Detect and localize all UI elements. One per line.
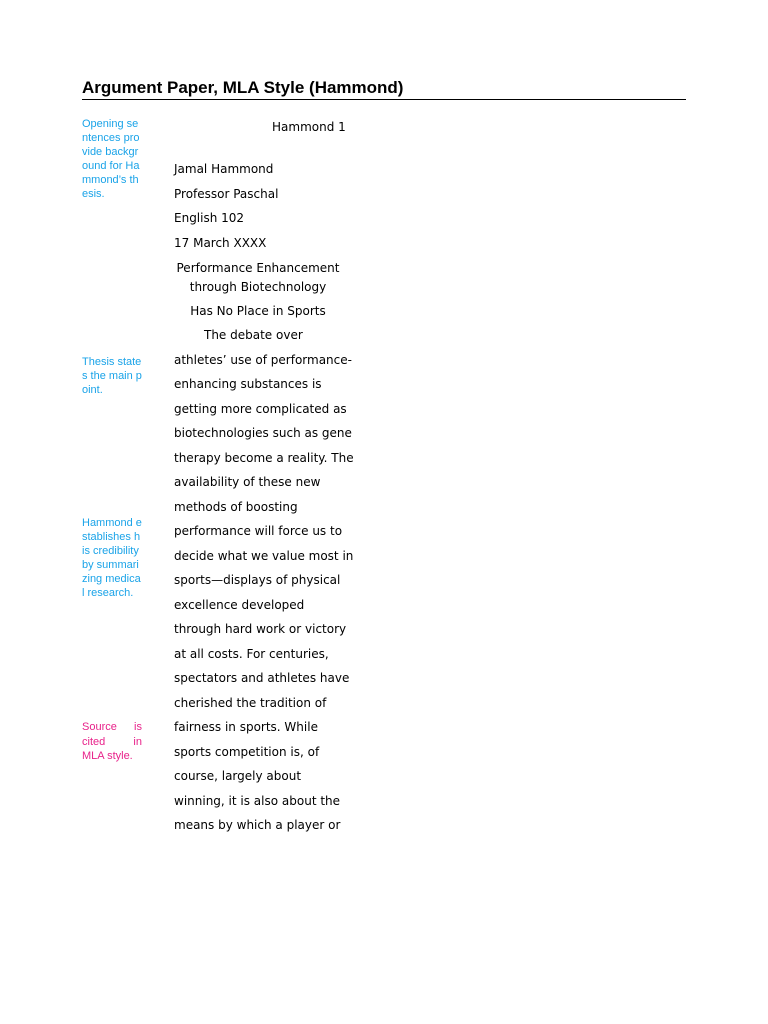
margin-note-background: Opening sentences provide background for Hammond’s thesis. [82, 118, 140, 200]
body-line: through hard work or victory [174, 622, 347, 636]
margin-note-citation: Source is cited in MLA style. [82, 721, 142, 762]
body-line: at all costs. For centuries, [174, 647, 329, 661]
margin-note-thesis: Thesis states the main point. [82, 356, 142, 396]
body-line: getting more complicated as [174, 402, 347, 416]
body-line: fairness in sports. While [174, 720, 318, 734]
body-line: means by which a player or [174, 818, 341, 832]
body-line: performance will force us to [174, 524, 343, 538]
page-title: Argument Paper, MLA Style (Hammond) [82, 78, 404, 97]
body-line: athletes’ use of performance- [174, 353, 352, 367]
body-line: enhancing substances is [174, 377, 322, 391]
paper-date: 17 March XXXX [174, 236, 267, 250]
body-line: course, largely about [174, 769, 302, 783]
author-name: Jamal Hammond [174, 162, 274, 176]
body-line: methods of boosting [174, 500, 298, 514]
body-line: The debate over [204, 328, 303, 342]
body-line: therapy become a reality. The [174, 451, 354, 465]
body-line: decide what we value most in [174, 549, 354, 563]
body-line: sports competition is, of [174, 745, 320, 759]
margin-note-credibility: Hammond establishes his credibility by summarizing medical research. [82, 517, 142, 599]
paper-title [174, 259, 342, 321]
paper-title-line: Has No Place in Sports [190, 304, 326, 318]
body-line: spectators and athletes have [174, 671, 350, 685]
course-name: English 102 [174, 211, 245, 225]
body-line: excellence developed [174, 598, 305, 612]
paper-title-line: Performance Enhancement through Biotechnology [176, 261, 340, 294]
running-head: Hammond 1 [272, 120, 346, 134]
body-line: sports—displays of physical [174, 573, 341, 587]
body-line: cherished the tradition of [174, 696, 327, 710]
body-line: biotechnologies such as gene [174, 426, 352, 440]
title-divider [82, 99, 686, 100]
professor-name: Professor Paschal [174, 187, 279, 201]
body-line: availability of these new [174, 475, 321, 489]
body-line: winning, it is also about the [174, 794, 341, 808]
